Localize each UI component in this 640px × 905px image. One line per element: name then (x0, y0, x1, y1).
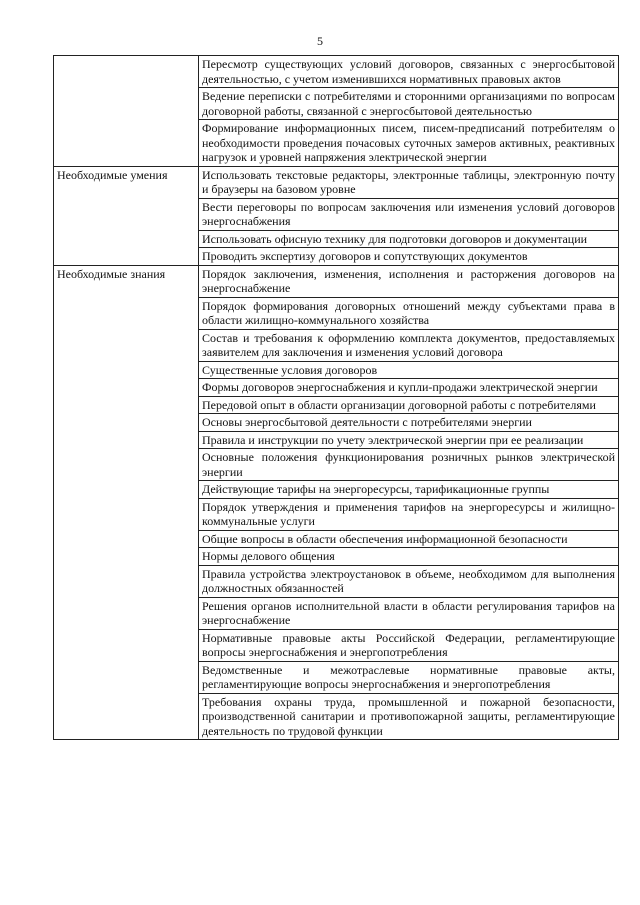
section-item: Порядок формирования договорных отношений между субъектами права в области жилищно-коммунального хозяйства (199, 297, 619, 329)
table-row (54, 56, 619, 88)
section-item: Порядок утверждения и применения тарифов на энергоресурсы и жилищно-коммунальные услуги (199, 498, 619, 530)
section-item: Вести переговоры по вопросам заключения или изменения условий договоров энергоснабжения (199, 198, 619, 230)
section-item: Правила устройства электроустановок в объеме, необходимом для выполнения должностных обязанностей (199, 565, 619, 597)
table-row (54, 166, 619, 198)
section-label: Необходимые знания (54, 265, 199, 740)
competency-table-body (54, 56, 619, 740)
section-item: Формы договоров энергоснабжения и купли-продажи электрической энергии (199, 379, 619, 397)
section-item: Правила и инструкции по учету электрической энергии при ее реализации (199, 431, 619, 449)
section-item: Существенные условия договоров (199, 361, 619, 379)
section-item: Нормативные правовые акты Российской Федерации, регламентирующие вопросы энергоснабжения и энергопотребления (199, 629, 619, 661)
section-item: Ведомственные и межотраслевые нормативные правовые акты, регламентирующие вопросы энергоснабжения и энергопотребления (199, 661, 619, 693)
competency-table (53, 55, 619, 740)
section-item: Требования охраны труда, промышленной и пожарной безопасности, производственной санитарии и противопожарной защиты, регламентирующие деятельность по трудовой функции (199, 693, 619, 740)
section-item: Решения органов исполнительной власти в области регулирования тарифов на энергоснабжение (199, 597, 619, 629)
section-label: Необходимые умения (54, 166, 199, 265)
section-item: Использовать офисную технику для подготовки договоров и документации (199, 230, 619, 248)
section-item: Формирование информационных писем, писем-предписаний потребителям о необходимости проведения почасовых суточных замеров активных, реактивных нагрузок и уровней напряжения электрической энергии (199, 120, 619, 167)
section-item: Использовать текстовые редакторы, электронные таблицы, электронную почту и браузеры на базовом уровне (199, 166, 619, 198)
section-item: Основные положения функционирования розничных рынков электрической энергии (199, 449, 619, 481)
section-label (54, 56, 199, 167)
table-row (54, 265, 619, 297)
section-item: Передовой опыт в области организации договорной работы с потребителями (199, 396, 619, 414)
section-item: Общие вопросы в области обеспечения информационной безопасности (199, 530, 619, 548)
section-item: Нормы делового общения (199, 548, 619, 566)
section-item: Состав и требования к оформлению комплекта документов, предоставляемых заявителем для заключения и изменения условий договора (199, 329, 619, 361)
section-item: Ведение переписки с потребителями и сторонними организациями по вопросам договорной работы, связанной с энергосбытовой деятельностью (199, 88, 619, 120)
page-number: 5 (317, 34, 323, 48)
section-item: Проводить экспертизу договоров и сопутствующих документов (199, 248, 619, 266)
section-item: Порядок заключения, изменения, исполнения и расторжения договоров на энергоснабжение (199, 265, 619, 297)
section-item: Действующие тарифы на энергоресурсы, тарификационные группы (199, 481, 619, 499)
section-item: Пересмотр существующих условий договоров, связанных с энергосбытовой деятельностью, с учетом изменившихся нормативных правовых актов (199, 56, 619, 88)
section-item: Основы энергосбытовой деятельности с потребителями энергии (199, 414, 619, 432)
